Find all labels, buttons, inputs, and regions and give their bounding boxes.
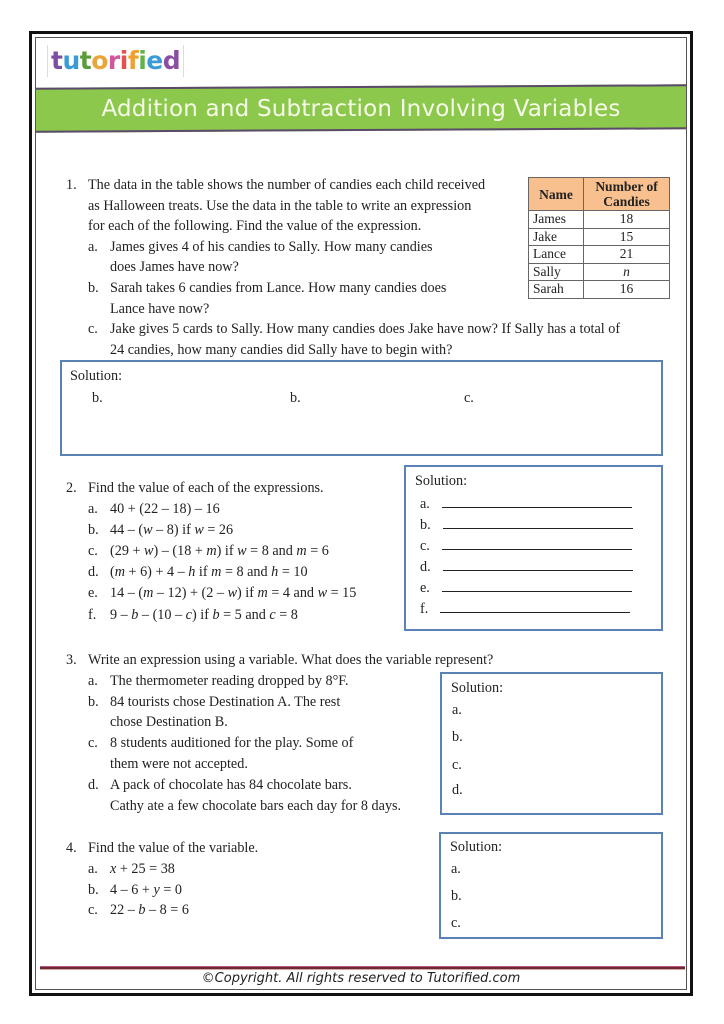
expression: 40 + (22 – 18) – 16 [110, 501, 220, 518]
cell-value: 21 [584, 246, 670, 264]
answer-blank[interactable] [443, 515, 633, 529]
item-label: b. [88, 881, 99, 898]
item-line: them were not accepted. [110, 755, 248, 772]
question-stem: Write an expression using a variable. What does the variable represent? [88, 652, 494, 668]
item-line: Sarah takes 6 candies from Lance. How many candies does [110, 279, 447, 296]
question-number: 3. [66, 652, 77, 668]
page-title: Addition and Subtraction Involving Variables [101, 96, 621, 122]
item-label: c. [88, 321, 98, 338]
column-header-candies: Number of Candies [584, 178, 670, 211]
solution-lines [420, 494, 633, 620]
item-label: d. [88, 776, 99, 793]
answer-blank[interactable] [442, 536, 632, 550]
tutorified-logo [47, 45, 184, 77]
solution-label: a. [452, 702, 462, 718]
solution-title: Solution: [70, 368, 123, 384]
item-line: 84 tourists chose Destination A. The rest [110, 693, 341, 710]
solution-box-2[interactable] [404, 465, 663, 631]
logo-letter: r [107, 46, 120, 75]
solution-title: Solution: [415, 473, 468, 489]
expression: 44 – (w – 8) if w = 26 [110, 522, 234, 539]
solution-label: c. [451, 915, 461, 931]
logo-letter: d [162, 46, 181, 75]
solution-line-a[interactable] [420, 494, 633, 515]
solution-label: e. [420, 580, 430, 596]
table-row [529, 263, 670, 281]
cell-name: James [529, 211, 584, 229]
question-number: 4. [66, 840, 77, 856]
copyright-text: ©Copyright. All rights reserved to Tutorified.com [201, 971, 521, 986]
cell-value: 15 [584, 228, 670, 246]
question-item-f [88, 605, 406, 626]
cell-name: Lance [529, 246, 584, 264]
item-label: a. [88, 501, 98, 518]
question-item-d [88, 562, 406, 583]
solution-box-3[interactable] [440, 672, 663, 815]
solution-label: c. [464, 390, 474, 406]
cell-value: n [584, 263, 670, 281]
logo-letter: i [119, 46, 128, 75]
question-number: 2. [66, 480, 77, 496]
logo-letter: t [51, 46, 63, 75]
cell-name: Sally [529, 263, 584, 281]
answer-blank[interactable] [443, 557, 633, 571]
solution-line-e[interactable] [420, 578, 633, 599]
item-line: Jake gives 5 cards to Sally. How many candies does Jake have now? If Sally has a total of [110, 321, 621, 338]
answer-blank[interactable] [442, 494, 632, 508]
question-item-b [88, 520, 406, 541]
question-item-c [88, 319, 686, 360]
stem-line: for each of the following. Find the value of the expression. [88, 218, 422, 235]
item-label: b. [88, 522, 99, 539]
question-item-a [88, 859, 426, 880]
item-label: c. [88, 902, 98, 919]
question-stem: Find the value of the variable. [88, 840, 259, 856]
solution-label: d. [452, 782, 463, 798]
solution-label: c. [420, 538, 430, 554]
question-4 [66, 838, 426, 921]
item-label: e. [88, 585, 98, 602]
column-header-name: Name [529, 178, 584, 211]
logo-letter: i [138, 46, 147, 75]
expression: 9 – b – (10 – c) if b = 5 and c = 8 [110, 606, 298, 623]
item-label: a. [88, 238, 98, 255]
question-items [88, 859, 426, 921]
table-row [529, 211, 670, 229]
item-label: b. [88, 693, 99, 710]
solution-label: f. [420, 601, 429, 617]
equation: 4 – 6 + y = 0 [110, 881, 182, 898]
question-number: 1. [66, 177, 77, 193]
question-item-c [88, 900, 426, 921]
logo-letter: e [146, 46, 163, 75]
solution-box-4[interactable] [439, 832, 663, 939]
cell-value: 18 [584, 211, 670, 229]
item-line: does James have now? [110, 259, 239, 276]
question-item-a [88, 499, 406, 520]
equation: x + 25 = 38 [110, 860, 175, 877]
solution-label: b. [452, 729, 463, 745]
expression: (m + 6) + 4 – h if m = 8 and h = 10 [110, 564, 308, 581]
solution-line-c[interactable] [420, 536, 633, 557]
logo-letter: u [62, 46, 80, 75]
solution-label: a. [420, 496, 430, 512]
item-line: Cathy ate a few chocolate bars each day for 8 days. [110, 797, 402, 814]
logo-letter: t [79, 46, 92, 75]
solution-line-d[interactable] [420, 557, 633, 578]
question-item-c [88, 541, 406, 562]
item-line: 8 students auditioned for the play. Some of [110, 735, 354, 752]
candy-table [528, 177, 670, 299]
question-item-e [88, 583, 406, 604]
solution-line-b[interactable] [420, 515, 633, 536]
table-row [529, 246, 670, 264]
item-label: c. [88, 735, 98, 752]
item-label: a. [88, 672, 98, 689]
item-line: 24 candies, how many candies did Sally have to begin with? [110, 341, 453, 358]
item-line: James gives 4 of his candies to Sally. How many candies [110, 238, 433, 255]
solution-box-1[interactable] [60, 360, 663, 456]
item-label: a. [88, 860, 98, 877]
solution-label: b. [420, 517, 431, 533]
logo-letter: f [127, 46, 139, 75]
solution-label: b. [290, 390, 301, 406]
question-items [88, 499, 406, 626]
solution-label: c. [452, 757, 462, 773]
expression: (29 + w) – (18 + m) if w = 8 and m = 6 [110, 543, 329, 560]
solution-label: d. [420, 559, 431, 575]
item-line: A pack of chocolate has 84 chocolate bars. [110, 776, 352, 793]
footer-divider [40, 966, 685, 970]
table-row [529, 281, 670, 299]
solution-label: b. [451, 888, 462, 904]
item-line: The thermometer reading dropped by 8°F. [110, 672, 349, 689]
expression: 14 – (m – 12) + (2 – w) if m = 4 and w = 15 [110, 585, 357, 602]
question-2 [66, 478, 406, 626]
stem-line: as Halloween treats. Use the data in the table to write an expression [88, 197, 472, 214]
question-item-b [88, 880, 426, 901]
solution-line-f[interactable] [420, 599, 633, 620]
answer-blank[interactable] [442, 578, 632, 592]
item-label: d. [88, 564, 99, 581]
table-header-row [529, 178, 670, 211]
item-label: f. [88, 606, 97, 623]
item-label: c. [88, 543, 98, 560]
solution-title: Solution: [451, 680, 504, 696]
stem-line: The data in the table shows the number of candies each child received [88, 177, 486, 193]
item-line: Lance have now? [110, 300, 210, 317]
table-row [529, 228, 670, 246]
solution-label: b. [92, 390, 103, 406]
logo-letter: o [91, 46, 108, 75]
equation: 22 – b – 8 = 6 [110, 902, 189, 919]
cell-name: Jake [529, 228, 584, 246]
cell-value: 16 [584, 281, 670, 299]
item-line: chose Destination B. [110, 714, 228, 731]
answer-blank[interactable] [440, 599, 630, 613]
cell-name: Sarah [529, 281, 584, 299]
solution-title: Solution: [450, 839, 503, 855]
item-label: b. [88, 279, 99, 296]
solution-label: a. [451, 861, 461, 877]
question-stem: Find the value of each of the expressions. [88, 480, 324, 496]
